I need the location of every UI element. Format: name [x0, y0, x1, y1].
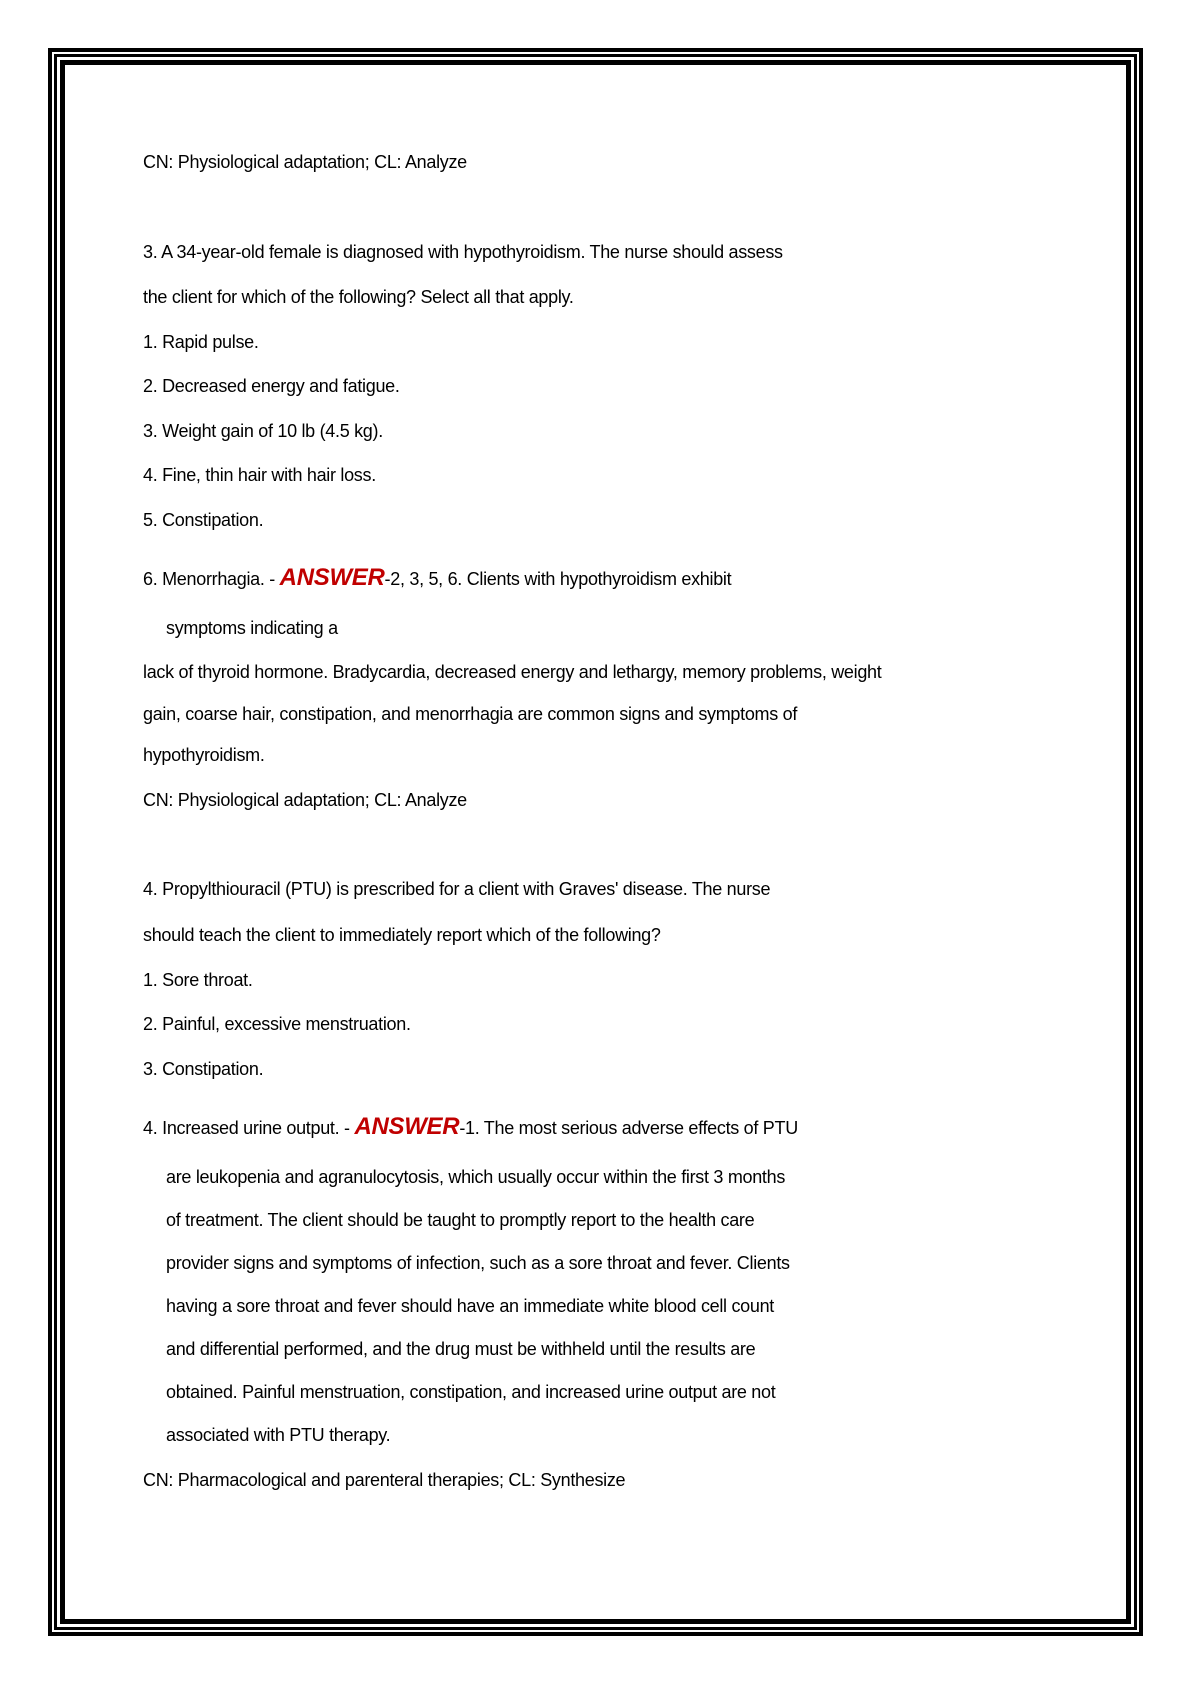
option-6: 6. Menorrhagia. - [143, 569, 280, 589]
rationale-line: lack of thyroid hormone. Bradycardia, decreased energy and lethargy, memory problems, weight [143, 662, 882, 682]
answer-label: ANSWER [279, 564, 385, 591]
option-2: 2. Painful, excessive menstruation. [143, 1014, 411, 1034]
question-3-text-cont: the client for which of the following? Select all that apply. [143, 287, 574, 307]
rationale-line: having a sore throat and fever should have an immediate white blood cell count [166, 1296, 774, 1316]
rationale-line: associated with PTU therapy. [166, 1425, 391, 1445]
option-3: 3. Constipation. [143, 1059, 264, 1079]
option-2: 2. Decreased energy and fatigue. [143, 376, 400, 396]
category-line: CN: Physiological adaptation; CL: Analyze [143, 790, 467, 810]
question-4-text-cont: should teach the client to immediately report which of the following? [143, 925, 661, 945]
option-3: 3. Weight gain of 10 lb (4.5 kg). [143, 421, 383, 441]
answer-label: ANSWER [354, 1113, 460, 1140]
option-1: 1. Rapid pulse. [143, 332, 259, 352]
rationale-line: symptoms indicating a [166, 618, 338, 638]
rationale-line: hypothyroidism. [143, 745, 265, 765]
option-6-answer [143, 564, 732, 591]
rationale-line: gain, coarse hair, constipation, and menorrhagia are common signs and symptoms of [143, 704, 798, 724]
rationale-line: are leukopenia and agranulocytosis, which usually occur within the first 3 months [166, 1167, 786, 1187]
option-4: 4. Increased urine output. - [143, 1118, 355, 1138]
answer-text: -2, 3, 5, 6. Clients with hypothyroidism exhibit [384, 569, 732, 589]
rationale-line: provider signs and symptoms of infection, such as a sore throat and fever. Clients [166, 1253, 790, 1273]
rationale-line: obtained. Painful menstruation, constipation, and increased urine output are not [166, 1382, 776, 1402]
question-3-text: 3. A 34-year-old female is diagnosed with hypothyroidism. The nurse should assess [143, 242, 783, 262]
category-line: CN: Pharmacological and parenteral therapies; CL: Synthesize [143, 1470, 626, 1490]
answer-text: -1. The most serious adverse effects of PTU [459, 1118, 798, 1138]
option-4-answer [143, 1113, 798, 1140]
question-4-text: 4. Propylthiouracil (PTU) is prescribed for a client with Graves' disease. The nurse [143, 879, 771, 899]
option-1: 1. Sore throat. [143, 970, 253, 990]
category-line: CN: Physiological adaptation; CL: Analyze [143, 152, 467, 172]
option-4: 4. Fine, thin hair with hair loss. [143, 465, 376, 485]
rationale-line: and differential performed, and the drug must be withheld until the results are [166, 1339, 756, 1359]
option-5: 5. Constipation. [143, 510, 264, 530]
rationale-line: of treatment. The client should be taught to promptly report to the health care [166, 1210, 755, 1230]
